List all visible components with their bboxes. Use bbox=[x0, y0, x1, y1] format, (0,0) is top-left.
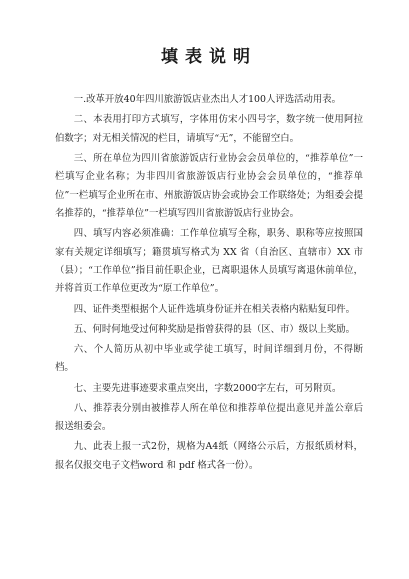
instruction-paragraph-2: 二、本表用打印方式填写，字体用仿宋小四号字，数字统一使用阿拉伯数字；对无相关情况的栏目，请填写“无”，不能留空白。 bbox=[55, 114, 363, 144]
instruction-paragraph-9: 八、推荐表分别由被推荐人所在单位和推荐单位提出意见并盖公章后报送组委会。 bbox=[55, 402, 363, 433]
instruction-paragraph-3: 三、所在单位为四川省旅游饭店行业协会会员单位的，“推荐单位”一栏填写企业名称；为非四川省旅游饭店行业协会会员单位的，“推荐单位”一栏填写企业所在市、州旅游饭店协会或协会工作联络处；为组委会提名推荐的，“推荐单位”一栏填写四川省旅游饭店行业协会。 bbox=[55, 152, 363, 220]
instruction-paragraph-4: 四、填写内容必须准确：工作单位填写全称，职务、职称等应按照国家有关规定详细填写；籍贯填写格式为 XX 省（自治区、直辖市）XX 市（县）；“工作单位”指目前任职企业，已离职退休人员填写离退休前单位，并将首页工作单位更改为“原工作单位”。 bbox=[55, 228, 363, 295]
instruction-paragraph-1: 一.改革开放40年四川旅游饭店业杰出人才100人评选活动用表。 bbox=[73, 94, 341, 105]
page-title: 填表说明 bbox=[161, 47, 257, 67]
instruction-paragraph-5: 四、证件类型根据个人证件选填身份证并在相关表格内粘贴复印件。 bbox=[73, 303, 356, 315]
instruction-paragraph-8: 七、主要先进事迹要求重点突出，字数2000字左右，可另附页。 bbox=[73, 382, 342, 394]
instruction-paragraph-7: 六、个人简历从初中毕业或学徒工填写，时间详细到月份，不得断档。 bbox=[55, 344, 363, 374]
instruction-paragraph-10: 九、此表上报一式2份，规格为A4纸（网络公示后，方报纸质材料，报名仅报交电子文档word 和 pdf 格式各一份）。 bbox=[55, 441, 363, 471]
instruction-paragraph-6: 五、何时何地受过何种奖励是指曾获得的县（区、市）级以上奖励。 bbox=[73, 323, 356, 335]
